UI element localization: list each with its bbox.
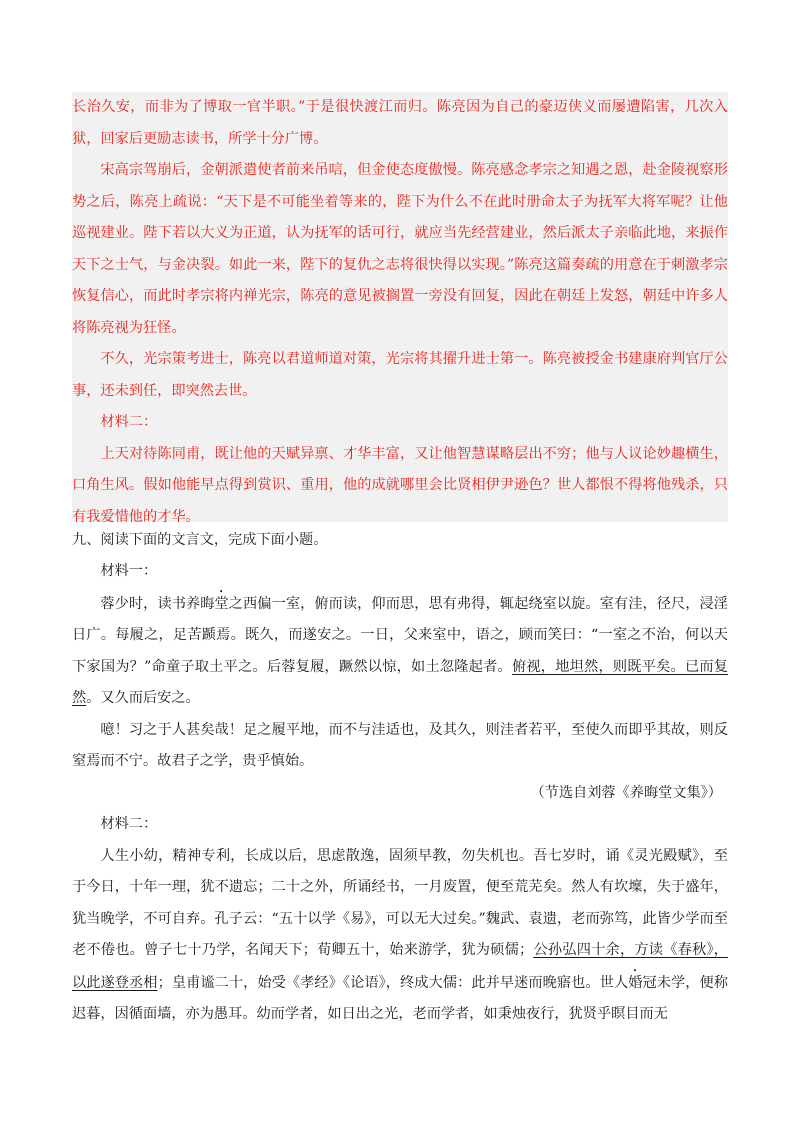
- material-one-source: （节选自刘蓉《养晦堂文集》）: [530, 784, 722, 801]
- text-run: 蓉少时，读书养晦: [100, 595, 215, 612]
- material-one-label: 材料一：: [100, 563, 158, 579]
- text-run: 冠未学，便称迟暮，因循面墙，亦为愚耳。幼而学者，如日出之光，老而学者，如秉烛夜行，犹贤乎瞑目而无: [72, 974, 728, 1022]
- text-run: 。又久而后安之。: [86, 690, 200, 706]
- answer-paragraph: 上天对待陈同甫，既让他的天赋异禀、才华丰富，又让他智慧谋略层出不穷；他与人议论妙趣横生，口角生风。假如他能早点得到赏识、重用，他的成就哪里会比贤相伊尹逊色？世人都恨不得将他残杀，只有我爱惜他的才华。: [72, 445, 728, 525]
- answer-paragraph: 不久，光宗策考进士，陈亮以君道师道对策，光宗将其擢升进士第一。陈亮被授金书建康府判官厅公事，还未到任，即突然去世。: [72, 351, 728, 399]
- answer-paragraph: 宋高宗驾崩后，金朝派遣使者前来吊唁，但金使态度傲慢。陈亮感念孝宗之知遇之恩，赴金陵视察形势之后，陈亮上疏说：“天下是不可能坐着等来的，陛下为什么不在此时册命太子为抚军大将军呢？让他巡视建业。陛下若以大义为正道，认为抚军的话可行，就应当先经营建业，然后派太子亲临此地，来振作天下之士气，与金决裂。如此一来，陛下的复仇之志将很快得以实现。”陈亮这篇奏疏的用意在于刺激孝宗恢复信心，而此时孝宗将内禅光宗，陈亮的意见被搁置一旁没有回复，因此在朝廷上发怒，朝廷中许多人将陈亮视为狂怪。: [72, 162, 728, 336]
- emphasis-dot-char: 堂: [214, 595, 229, 612]
- question-title: 九、阅读下面的文言文，完成下面小题。: [72, 532, 328, 548]
- material-two-label: 材料二：: [100, 816, 158, 832]
- underlined-sentence: 公孙弘四十余，方读《春秋》，以此遂登丞相: [72, 942, 728, 991]
- material-two-paragraph: [72, 841, 728, 1031]
- answer-translation-section: [72, 92, 728, 533]
- text-run: ；皇甫谧二十，始受《孝经》《论语》，终成大儒：此并早迷而晚寤也。世人: [157, 974, 629, 991]
- underlined-sentence: 俯视，地坦然，则既平矣。已而复然: [72, 658, 728, 706]
- text-run: 人生小幼，精神专利，长成以后，思虑散逸，固须早教，勿失机也。吾七岁时，诵《灵光殿赋》，至于今日，十年一理，犹不遗忘；二十之外，所诵经书，一月废置，便至荒芜矣。然人有坎壈，失于盛年，犹当晚学，不可自弃。孔子云：“五十以学《易》，可以无大过矣。”魏武、袁遗，老而弥笃，此皆少学而至老不倦也。曾子七十乃学，名闻天下；荀卿五十，始来游学，犹为硕儒；: [72, 847, 728, 958]
- answer-paragraph: 长治久安，而非为了博取一官半职。”于是很快渡江而归。陈亮因为自己的豪迈侠义而屡遭陷害，几次入狱，回家后更励志读书，所学十分广博。: [72, 99, 728, 147]
- answer-material-two-label: 材料二：: [100, 414, 158, 430]
- material-one-paragraph: [72, 588, 728, 715]
- text-run: 之西偏一室，俯而读，仰而思，思有弗得，辄起绕室以旋。室有洼，径尺，浸淫日广。每履之，足苦踬焉。既久，而遂安之。一日，父来室中，语之，顾而笑曰：“一室之不治，何以天下家国为？”命童子取土平之。后蓉复履，蹶然以惊，如土忽隆起者。: [72, 595, 728, 675]
- materials-section: [72, 556, 728, 1031]
- emphasis-dot-char: 婚: [628, 974, 643, 991]
- material-one-paragraph: 噫！习之于人甚矣哉！足之履平地，而不与洼适也，及其久，则洼者若平，至使久而即乎其故，则反窒焉而不宁。故君子之学，贵乎慎始。: [72, 721, 728, 769]
